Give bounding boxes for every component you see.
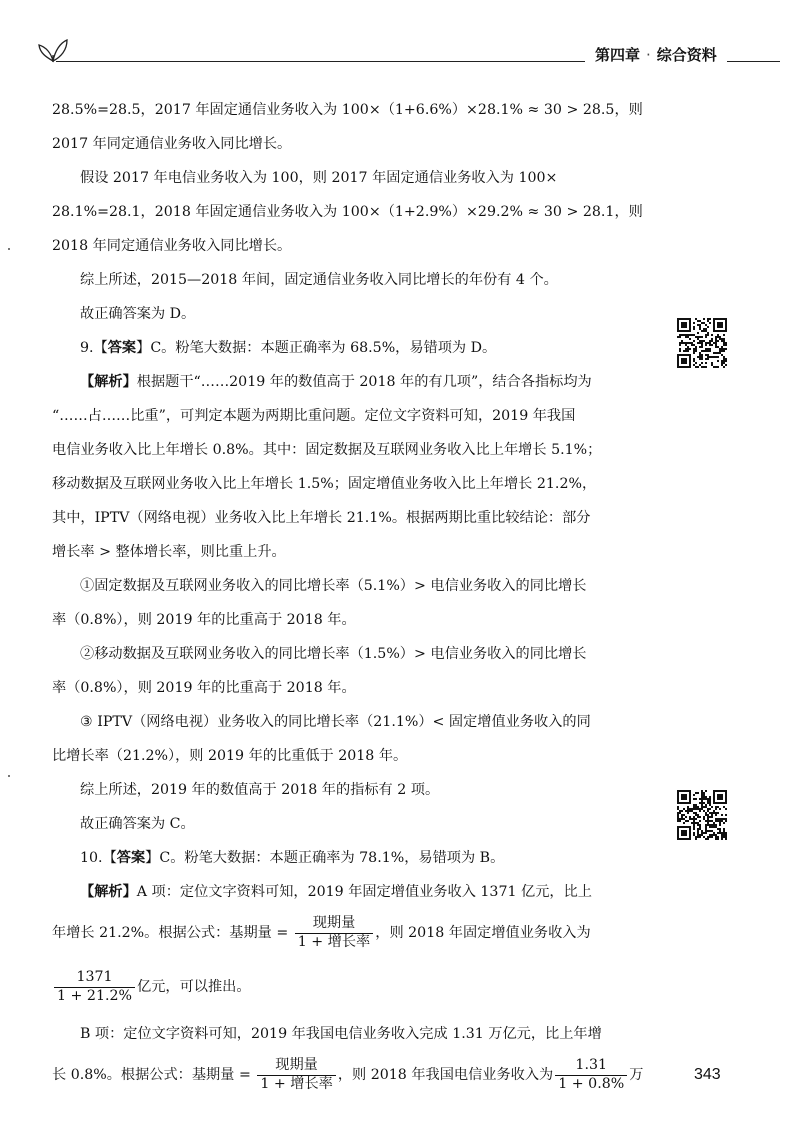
text-line: 28.1%=28.1，2018 年固定通信业务收入为 100×（1+2.9%）×29.2% ≈ 30 > 28.1，则 xyxy=(52,204,643,220)
margin-mark xyxy=(8,775,10,777)
text-line: 2018 年同定通信业务收入同比增长。 xyxy=(52,238,292,254)
text-line: 综上所述，2015—2018 年间，固定通信业务收入同比增长的年份有 4 个。 xyxy=(80,272,558,288)
text-line: B 项：定位文字资料可知，2019 年我国电信业务收入完成 1.31 万亿元，比上年增 xyxy=(80,1026,602,1042)
question-9-answer xyxy=(52,331,642,365)
text-line: 率（0.8%），则 2019 年的比重高于 2018 年。 xyxy=(52,680,356,696)
formula-text: 亿元，可以推出。 xyxy=(137,979,251,995)
value-fraction xyxy=(555,1057,627,1092)
formula-line xyxy=(52,957,642,1017)
fraction-denominator: 1 + 增长率 xyxy=(260,1075,333,1092)
value-fraction xyxy=(54,969,135,1004)
answer-line: 故正确答案为 C。 xyxy=(80,816,195,832)
fraction-denominator: 1 + 增长率 xyxy=(297,933,371,950)
formula-text: 万 xyxy=(629,1067,644,1083)
q9-answer-tag: 答案 xyxy=(107,340,137,356)
text-line: 率（0.8%），则 2019 年的比重高于 2018 年。 xyxy=(52,612,356,628)
analysis-text: A 项：定位文字资料可知，2019 年固定增值业务收入 1371 亿元，比上 xyxy=(136,884,592,900)
answer-line: 故正确答案为 D。 xyxy=(80,306,196,322)
analysis-text: 根据题干“……2019 年的数值高于 2018 年的有几项”，结合各指标均为 xyxy=(136,374,592,390)
q9-number: 9.【 xyxy=(80,340,108,356)
q10-analysis xyxy=(52,875,642,909)
fraction-numerator: 现期量 xyxy=(257,1057,336,1075)
q10-answer-tag: 答案 xyxy=(116,850,146,866)
text-line: ②移动数据及互联网业务收入的同比增长率（1.5%）> 电信业务收入的同比增长 xyxy=(80,646,587,662)
base-period-fraction xyxy=(257,1057,336,1092)
formula-line xyxy=(52,1051,642,1099)
question-10-answer xyxy=(52,841,642,875)
header-separator: · xyxy=(646,46,651,64)
text-line: ③ IPTV（网络电视）业务收入的同比增长率（21.1%）< 固定增值业务收入的同 xyxy=(80,714,591,730)
text-line: 电信业务收入比上年增长 0.8%。其中：固定数据及互联网业务收入比上年增长 5.1%； xyxy=(52,442,602,458)
text-line: 移动数据及互联网业务收入比上年增长 1.5%；固定增值业务收入比上年增长 21.2%， xyxy=(52,476,597,492)
fraction-numerator: 1.31 xyxy=(555,1057,627,1075)
analysis-tag: 【解析】 xyxy=(80,374,137,390)
fraction-numerator: 现期量 xyxy=(295,915,374,933)
analysis-tag: 【解析】 xyxy=(80,884,137,900)
chapter-label: 第四章 xyxy=(595,46,641,64)
q10-answer-text: 】C。粉笔大数据：本题正确率为 78.1%，易错项为 B。 xyxy=(145,850,505,866)
leaf-logo-icon xyxy=(36,33,70,63)
base-period-fraction xyxy=(295,915,374,950)
fraction-denominator: 1 + 21.2% xyxy=(57,987,133,1004)
q10-number: 10.【 xyxy=(80,850,117,866)
formula-text: 长 0.8%。根据公式：基期量 = xyxy=(52,1067,251,1083)
text-line: 比增长率（21.2%），则 2019 年的比重低于 2018 年。 xyxy=(52,748,408,764)
formula-line xyxy=(52,909,642,957)
page-body xyxy=(52,93,642,1099)
fraction-numerator: 1371 xyxy=(54,969,135,987)
text-line: 其中，IPTV（网络电视）业务收入比上年增长 21.1%。根据两期比重比较结论：部分 xyxy=(52,510,591,526)
text-line: 28.5%=28.5，2017 年固定通信业务收入为 100×（1+6.6%）×28.1% ≈ 30 > 28.5，则 xyxy=(52,102,643,118)
q9-analysis xyxy=(52,365,642,399)
text-line: 增长率 > 整体增长率，则比重上升。 xyxy=(52,544,286,560)
text-line: “……占……比重”，可判定本题为两期比重问题。定位文字资料可知，2019 年我国 xyxy=(52,408,576,424)
text-line: 假设 2017 年电信业务收入为 100，则 2017 年固定通信业务收入为 100× xyxy=(80,170,558,186)
text-line: ①固定数据及互联网业务收入的同比增长率（5.1%）> 电信业务收入的同比增长 xyxy=(80,578,587,594)
page-number: 343 xyxy=(694,1066,721,1083)
formula-text: ，则 2018 年固定增值业务收入为 xyxy=(375,925,591,941)
text-line: 2017 年同定通信业务收入同比增长。 xyxy=(52,136,292,152)
margin-mark xyxy=(8,248,10,250)
formula-text: 年增长 21.2%。根据公式：基期量 = xyxy=(52,925,289,941)
fraction-denominator: 1 + 0.8% xyxy=(558,1075,625,1092)
q9-answer-text: 】C。粉笔大数据：本题正确率为 68.5%，易错项为 D。 xyxy=(136,340,497,356)
qr-code-icon[interactable] xyxy=(677,318,727,368)
section-label: 综合资料 xyxy=(656,46,717,64)
text-line: 综上所述，2019 年的数值高于 2018 年的指标有 2 项。 xyxy=(80,782,440,798)
formula-text: ，则 2018 年我国电信业务收入为 xyxy=(337,1067,554,1083)
chapter-header xyxy=(585,43,727,67)
qr-code-icon[interactable] xyxy=(677,790,727,840)
